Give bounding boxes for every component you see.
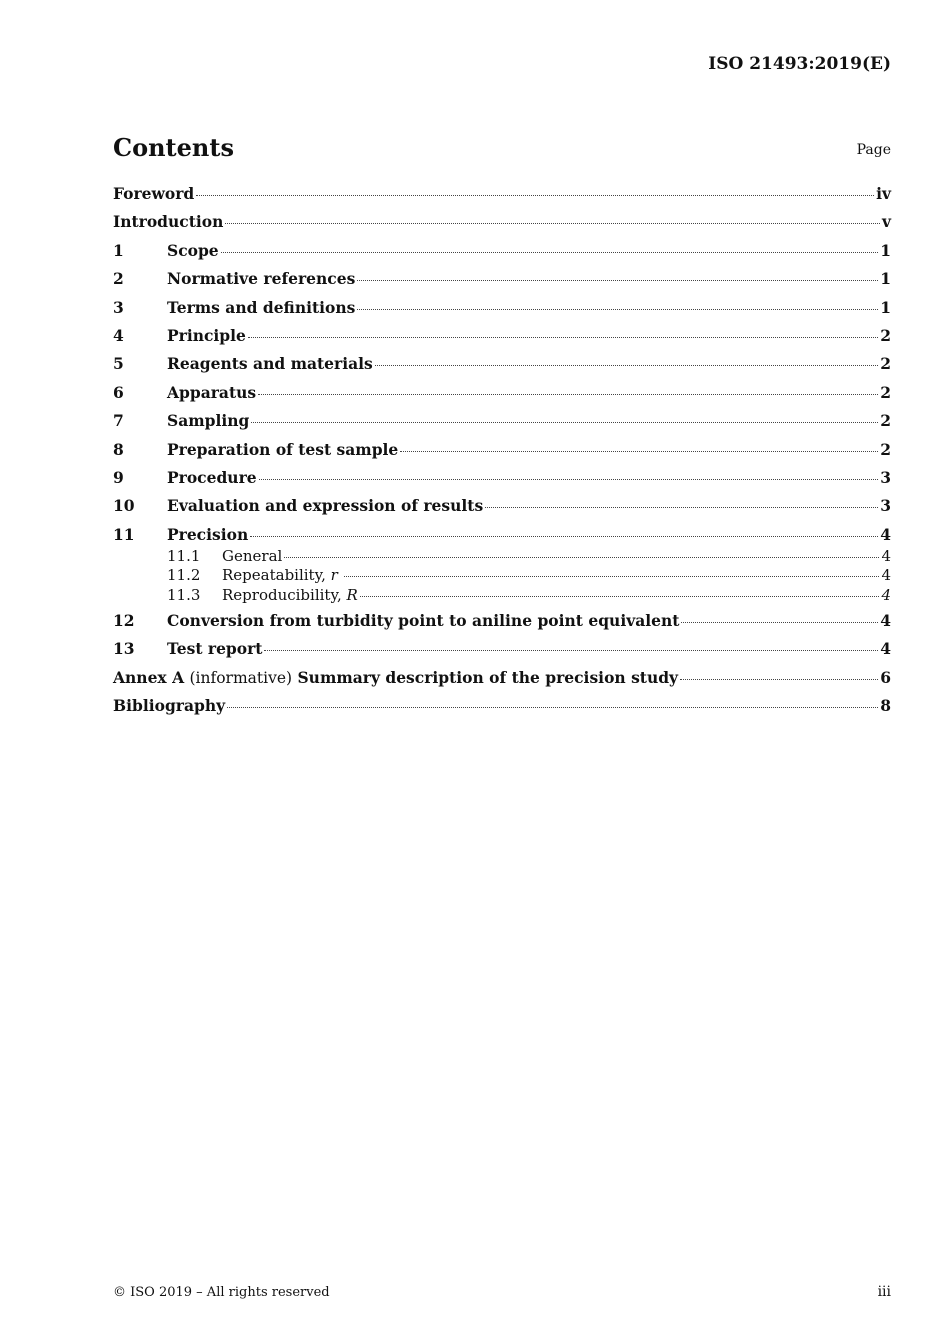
toc-entry-number: 11 [113,524,135,544]
toc-entry-apparatus[interactable] [113,383,891,411]
dot-leader [258,394,878,395]
toc-entry-page: 2 [880,382,891,402]
dot-leader [375,365,878,366]
annex-title: Summary description of the precision study [297,667,679,687]
toc-entry-number: 3 [113,297,124,317]
page-title: Contents [113,133,234,162]
dot-leader [251,422,878,423]
toc-entry-page: 1 [880,297,891,317]
toc-entry-label: Foreword [113,184,195,203]
toc-entry-page: 4 [880,610,891,630]
toc-subentry-reproducibility[interactable] [167,586,891,605]
page-column-label: Page [856,142,891,158]
toc-entry-principle[interactable] [113,326,891,354]
toc-subentry-number: 11.3 [167,585,201,604]
toc-entry-page: 8 [880,696,891,716]
toc-entry-sampling[interactable] [113,411,891,439]
toc-subentry-label-text: Reproducibility, [222,585,347,604]
toc-subentry-label: General [222,547,283,566]
dot-leader [196,195,874,196]
toc-entry-page: 1 [880,240,891,260]
toc-entry-page: 2 [880,325,891,345]
dot-leader [225,223,880,224]
toc-entry-page: 6 [880,667,891,687]
toc-entry-page: 2 [880,439,891,459]
toc-entry-number: 6 [113,382,124,402]
document-id: ISO 21493:2019(E) [708,54,891,74]
toc-entry-page: iv [876,184,891,203]
toc-entry-page: 2 [880,354,891,374]
dot-leader [227,707,878,708]
dot-leader [264,650,878,651]
toc-entry-number: 8 [113,439,124,459]
toc-entry-label: Conversion from turbidity point to aniline point equivalent [167,610,680,630]
toc-entry-label: Scope [167,240,219,260]
toc-subentry-label [222,586,358,604]
toc-entry-number: 7 [113,411,124,431]
annex-prefix: Annex A [113,667,185,687]
dot-leader [681,622,878,623]
toc-entry-terms-and-definitions[interactable] [113,298,891,326]
toc-entry-label: Preparation of test sample [167,439,399,459]
dot-leader [360,596,880,597]
dot-leader [357,309,878,310]
toc-entry-label: Bibliography [113,696,226,716]
toc-entry-number: 5 [113,354,124,374]
toc-entry-label [113,668,678,687]
toc-entry-evaluation-and-expression-of-results[interactable] [113,496,891,524]
toc-entry-page: 2 [880,411,891,431]
toc-entry-number: 1 [113,240,124,260]
dot-leader [250,536,878,537]
toc-entry-page: 3 [880,496,891,516]
toc-entry-procedure[interactable] [113,468,891,496]
toc-entry-label: Introduction [113,212,224,232]
toc-entry-conversion[interactable] [113,611,891,639]
toc-subentry-page: 4 [881,547,891,566]
toc-entry-number: 4 [113,325,124,345]
toc-entry-page: 4 [880,524,891,544]
toc-entry-number: 9 [113,467,124,487]
copyright-notice: © ISO 2019 – All rights reserved [113,1285,330,1300]
precision-subsections [113,547,891,605]
toc-entry-test-report[interactable] [113,639,891,667]
toc-entry-number: 12 [113,610,135,630]
toc-entry-introduction[interactable] [113,212,891,240]
toc-entry-scope[interactable] [113,241,891,269]
toc-entry-label: Evaluation and expression of results [167,496,484,516]
toc-entry-label: Apparatus [167,382,257,402]
toc-subentry-number: 11.2 [167,566,201,585]
page-number: iii [877,1284,891,1300]
toc-subentry-general[interactable] [167,547,891,566]
toc-entry-preparation-of-test-sample[interactable] [113,440,891,468]
dot-leader [680,679,878,680]
toc-subentry-label-text: Repeatability, [222,566,331,585]
toc-entry-number: 10 [113,496,135,516]
toc-subentry-repeatability[interactable] [167,566,891,585]
toc-subentry-number: 11.1 [167,547,201,566]
reproducibility-symbol: R [346,585,358,604]
annex-type: (informative) [189,668,293,687]
dot-leader [284,557,879,558]
toc-entry-label: Terms and definitions [167,297,356,317]
toc-entry-number: 2 [113,269,124,289]
toc-subentry-page: 4 [881,566,891,585]
dot-leader [344,576,880,577]
toc-entry-page: v [881,212,891,232]
toc-entry-label: Precision [167,524,249,544]
toc-entry-page: 3 [880,467,891,487]
toc-entry-label: Reagents and materials [167,354,373,374]
toc-entry-normative-references[interactable] [113,269,891,297]
toc-entry-page: 4 [880,639,891,659]
toc-entry-label: Test report [167,639,263,659]
toc-entry-page: 1 [880,269,891,289]
toc-entry-number: 13 [113,639,135,659]
dot-leader [400,451,878,452]
toc-entry-label: Principle [167,325,246,345]
toc-entry-label: Sampling [167,411,250,431]
toc-entry-bibliography[interactable] [113,696,891,724]
dot-leader [357,280,878,281]
toc-entry-label: Procedure [167,467,257,487]
toc-subentry-label [222,566,338,584]
toc-entry-label: Normative references [167,269,356,289]
toc-entry-annex-a[interactable] [113,668,891,696]
dot-leader [259,479,879,480]
dot-leader [221,252,879,253]
dot-leader [248,337,878,338]
table-of-contents [113,184,891,725]
toc-entry-reagents-and-materials[interactable] [113,354,891,382]
toc-subentry-page: 4 [881,585,891,604]
toc-entry-foreword[interactable] [113,184,891,212]
dot-leader [485,507,878,508]
repeatability-symbol: r [330,566,338,585]
